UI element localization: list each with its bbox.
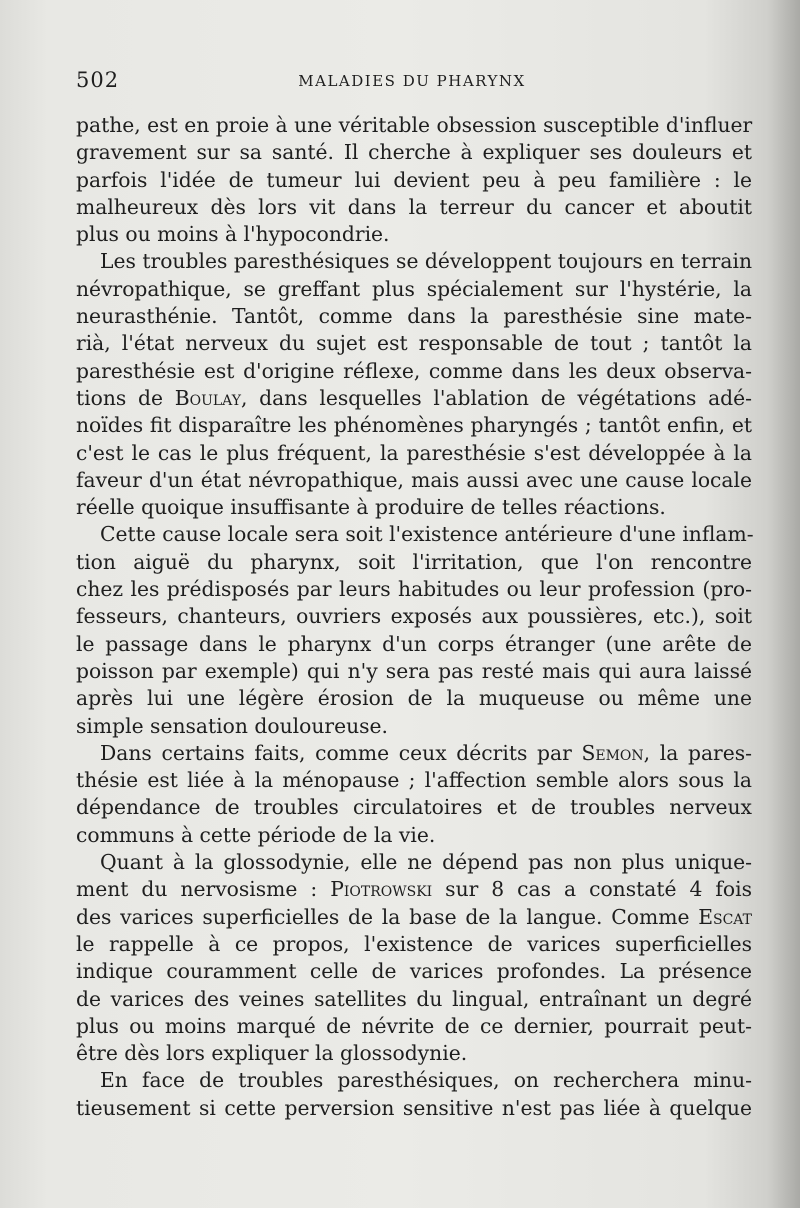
text-line: gravement sur sa santé. Il cherche à expliquer ses douleurs et — [76, 140, 752, 165]
page-number: 502 — [76, 68, 120, 92]
text-line: dépendance de troubles circulatoires et de troubles nerveux — [76, 795, 752, 820]
text-line: névropathique, se greffant plus spécialement sur l'hystérie, la — [76, 276, 752, 301]
text-line: c'est le cas le plus fréquent, la paresthésie s'est développée à la — [76, 440, 752, 465]
text-line: Cette cause locale sera soit l'existence antérieure d'une inflam- — [100, 522, 754, 547]
text-line: En face de troubles paresthésiques, on recherchera minu- — [100, 1068, 752, 1093]
author-name: Semon — [581, 740, 644, 765]
text-line: neurasthénie. Tantôt, comme dans la paresthésie sine mate- — [76, 304, 752, 329]
paragraph — [76, 248, 752, 521]
author-name: Boulay — [174, 385, 241, 410]
text-line: thésie est liée à la ménopause ; l'affection semble alors sous la — [76, 768, 752, 793]
paragraph — [76, 521, 752, 739]
text-line: paresthésie est d'origine réflexe, comme dans les deux observa- — [76, 358, 752, 383]
paragraph — [76, 740, 752, 849]
page-header — [72, 64, 752, 94]
paragraph — [76, 1067, 752, 1122]
text-line: poisson par exemple) qui n'y sera pas resté mais qui aura laissé — [76, 658, 752, 683]
text-line: indique couramment celle de varices profondes. La présence — [76, 959, 752, 984]
text-line: réelle quoique insuffisante à produire de telles réactions. — [76, 495, 666, 520]
text-line: communs à cette période de la vie. — [76, 822, 436, 847]
text-line: plus ou moins marqué de névrite de ce dernier, pourrait peut- — [76, 1013, 752, 1038]
text-line: noïdes fit disparaître les phénomènes pharyngés ; tantôt enfin, et — [76, 413, 752, 438]
text-line: tion aiguë du pharynx, soit l'irritation, que l'on rencontre — [76, 549, 752, 574]
text-line: des varices superficielles de la base de la langue. Comme Escat — [76, 904, 752, 929]
text-line: Les troubles paresthésiques se développent toujours en terrain — [100, 249, 752, 274]
text-line: le passage dans le pharynx d'un corps étranger (une arête de — [76, 631, 752, 656]
text-line: de varices des veines satellites du lingual, entraînant un degré — [76, 986, 752, 1011]
text-line: être dès lors expliquer la glossodynie. — [76, 1041, 468, 1066]
paragraph — [76, 849, 752, 1067]
paragraph — [76, 112, 752, 248]
text-line: ment du nervosisme : Piotrowski sur 8 cas a constaté 4 fois — [76, 877, 752, 902]
text-line: après lui une légère érosion de la muqueuse ou même une — [76, 686, 752, 711]
text-line: faveur d'un état névropathique, mais aussi avec une cause locale — [76, 467, 752, 492]
text-line: Quant à la glossodynie, elle ne dépend pas non plus unique- — [100, 850, 752, 875]
body-text — [76, 112, 752, 1122]
text-line: simple sensation douloureuse. — [76, 713, 389, 738]
text-line: pathe, est en proie à une véritable obsession susceptible d'influer — [76, 113, 753, 137]
text-line: malheureux dès lors vit dans la terreur du cancer et aboutit — [76, 194, 752, 219]
text-line: tions de Boulay, dans lesquelles l'ablation de végétations adé- — [76, 385, 752, 410]
text-line: tieusement si cette perversion sensitive n'est pas liée à quelque — [76, 1095, 752, 1120]
text-line: rià, l'état nerveux du sujet est responsable de tout ; tantôt la — [76, 331, 752, 356]
text-line: le rappelle à ce propos, l'existence de varices superficielles — [76, 931, 752, 956]
text-line: fesseurs, chanteurs, ouvriers exposés aux poussières, etc.), soit — [76, 604, 752, 629]
text-line: Dans certains faits, comme ceux décrits par Semon, la pares- — [100, 740, 752, 765]
text-line: chez les prédisposés par leurs habitudes ou leur profession (pro- — [76, 577, 752, 602]
text-line: plus ou moins à l'hypocondrie. — [76, 222, 390, 247]
text-line: parfois l'idée de tumeur lui devient peu à peu familière : le — [76, 167, 752, 192]
author-name: Piotrowski — [330, 877, 433, 902]
running-title: MALADIES DU PHARYNX — [298, 72, 526, 90]
author-name: Escat — [698, 904, 752, 929]
